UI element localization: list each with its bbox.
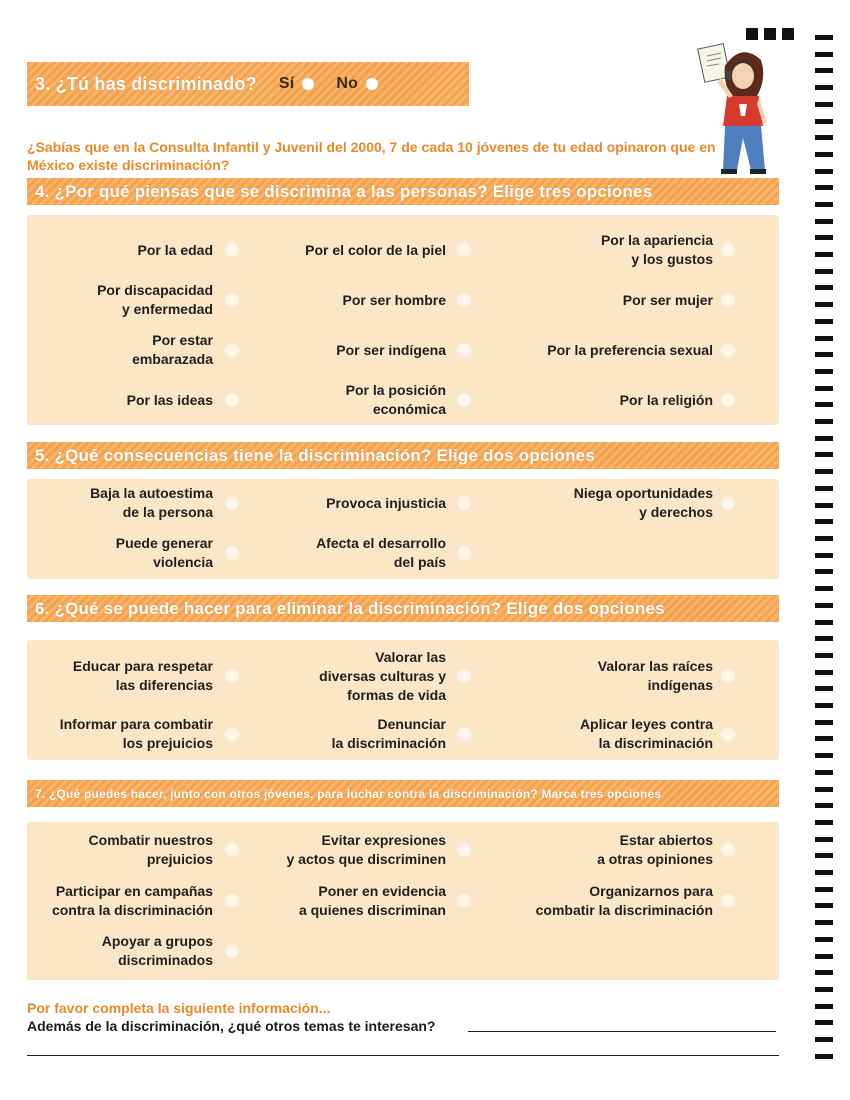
timing-mark (815, 686, 833, 691)
timing-mark (815, 553, 833, 558)
q7-option-label (102, 932, 213, 970)
q5-option-bubble[interactable] (224, 545, 240, 561)
q4-option-label (343, 291, 446, 310)
q6-option-text-line: Denunciar (377, 716, 446, 732)
q5-header (27, 442, 779, 469)
q7-option-bubble[interactable] (456, 893, 472, 909)
timing-mark (815, 887, 833, 892)
q6-option-text-line: formas de vida (347, 686, 446, 703)
q4-option-text-line: Por ser indígena (336, 341, 446, 358)
q4-option-bubble[interactable] (720, 292, 736, 308)
q6-option-text-line: la discriminación (598, 735, 713, 751)
q7-option-bubble[interactable] (456, 842, 472, 858)
q6-option-label (580, 715, 713, 753)
timing-mark (815, 1020, 833, 1025)
q4-option-label (132, 331, 213, 369)
timing-mark (815, 620, 833, 625)
q5-option-text-line: Afecta el desarrollo (316, 535, 446, 551)
q5-option-bubble[interactable] (456, 495, 472, 511)
q6-option-label (60, 715, 213, 753)
timing-mark (815, 636, 833, 641)
timing-mark (815, 202, 833, 207)
q4-option-bubble[interactable] (720, 392, 736, 408)
timing-mark (815, 736, 833, 741)
q4-option-bubble[interactable] (224, 242, 240, 258)
q6-option-text-line: Informar para combatir (59, 716, 213, 732)
q3-no-option[interactable] (336, 75, 378, 93)
q6-option-text-line: Educar para respetar (72, 658, 213, 674)
q4-option-text-line: Por la preferencia sexual (547, 341, 713, 358)
q7-option-text-line: prejuicios (146, 851, 213, 867)
timing-mark (815, 302, 833, 307)
q3-no-label: No (336, 75, 359, 92)
q5-option-label (116, 534, 213, 572)
timing-mark (815, 903, 833, 908)
q5-option-bubble[interactable] (720, 495, 736, 511)
timing-mark (815, 653, 833, 658)
q5-option-label (326, 494, 446, 513)
timing-mark (815, 352, 833, 357)
q7-header (27, 780, 779, 807)
timing-mark (815, 720, 833, 725)
info-text: ¿Sabías que en la Consulta Infantil y Juvenil del 2000, 7 de cada 10 jóvenes de tu edad opinaron que en México existe discriminación? (27, 139, 716, 173)
q4-option-label (620, 391, 713, 410)
q4-option-text-line: Por la religión (619, 391, 713, 408)
q6-option-text-line: diversas culturas y (319, 667, 446, 684)
q6-option-label (332, 715, 446, 753)
q4-option-label (623, 291, 713, 310)
q5-title: 5. ¿Qué consecuencias tiene la discriminación? Elige dos opciones (35, 445, 595, 465)
timing-mark (815, 369, 833, 374)
q4-option-bubble[interactable] (456, 292, 472, 308)
q5-option-bubble[interactable] (456, 545, 472, 561)
timing-mark (815, 703, 833, 708)
timing-mark (815, 987, 833, 992)
q6-option-bubble[interactable] (224, 726, 240, 742)
q4-title: 4. ¿Por qué piensas que se discrimina a las personas? Elige tres opciones (35, 181, 653, 201)
q7-option-text-line: Apoyar a grupos (101, 933, 213, 949)
q6-option-bubble[interactable] (456, 668, 472, 684)
q4-option-text-line: Por ser mujer (622, 291, 713, 308)
q7-option-text-line: Estar abiertos (619, 832, 713, 848)
q4-option-text-line: Por el color de la piel (305, 241, 446, 258)
timing-mark (815, 102, 833, 107)
q4-option-label (305, 241, 446, 260)
corner-mark (782, 28, 794, 40)
q6-option-text-line: indígenas (647, 677, 713, 693)
q7-option-bubble[interactable] (224, 943, 240, 959)
timing-mark (815, 970, 833, 975)
q4-option-label (601, 231, 713, 269)
q4-option-text-line: embarazada (132, 351, 213, 367)
q3-header (27, 62, 469, 106)
q4-option-bubble[interactable] (224, 342, 240, 358)
timing-mark (815, 452, 833, 457)
timing-mark (815, 35, 833, 40)
q4-option-label (127, 391, 213, 410)
q7-option-text-line: y actos que discriminen (286, 851, 446, 867)
timing-mark (815, 536, 833, 541)
timing-mark (815, 753, 833, 758)
timing-mark (815, 119, 833, 124)
q6-title: 6. ¿Qué se puede hacer para eliminar la discriminación? Elige dos opciones (35, 598, 665, 618)
timing-mark (815, 336, 833, 341)
timing-mark (815, 319, 833, 324)
timing-mark (815, 419, 833, 424)
timing-mark (815, 954, 833, 959)
q4-option-text-line: y enfermedad (121, 301, 213, 317)
timing-mark (815, 820, 833, 825)
q4-option-text-line: Por estar (152, 332, 213, 348)
timing-mark (815, 937, 833, 942)
q5-option-text-line: de la persona (122, 504, 213, 520)
q5-option-label (574, 484, 713, 522)
q7-title: 7. ¿Qué puedes hacer, junto con otros jóvenes, para luchar contra la discriminación? Marca tres opciones (35, 786, 662, 801)
interests-question: Además de la discriminación, ¿qué otros temas te interesan? (27, 1018, 436, 1034)
timing-mark (815, 920, 833, 925)
timing-mark (815, 68, 833, 73)
timing-mark (815, 1054, 833, 1059)
q4-option-text-line: Por la apariencia (600, 232, 713, 248)
q6-option-text-line: Valorar las (375, 648, 446, 665)
q3-yes-option[interactable] (279, 75, 315, 93)
q4-option-text-line: Por la edad (137, 241, 213, 258)
q7-option-text-line: contra la discriminación (51, 902, 213, 918)
q4-option-text-line: Por ser hombre (342, 291, 446, 308)
q5-option-bubble[interactable] (224, 495, 240, 511)
q7-option-bubble[interactable] (224, 893, 240, 909)
timing-mark (815, 185, 833, 190)
timing-mark (815, 837, 833, 842)
q4-option-label (138, 241, 213, 260)
q4-option-text-line: y los gustos (631, 251, 713, 267)
q5-option-text-line: Provoca injusticia (326, 494, 446, 511)
timing-mark (815, 402, 833, 407)
q5-option-text-line: Baja la autoestima (90, 485, 213, 501)
timing-mark (815, 85, 833, 90)
q3-title: 3. ¿Tú has discriminado? (35, 73, 257, 94)
q4-option-label (547, 341, 713, 360)
q4-option-bubble[interactable] (456, 242, 472, 258)
timing-mark (815, 803, 833, 808)
timing-mark (815, 469, 833, 474)
q4-option-bubble[interactable] (720, 242, 736, 258)
q4-option-text-line: Por discapacidad (97, 282, 213, 298)
timing-mark (815, 870, 833, 875)
complete-prompt: Por favor completa la siguiente información... (27, 1000, 331, 1016)
q3-yes-label: Sí (278, 75, 295, 92)
q7-option-text-line: discriminados (118, 952, 213, 968)
q6-option-text-line: Aplicar leyes contra (579, 716, 713, 732)
timing-mark (815, 586, 833, 591)
timing-mark (815, 52, 833, 57)
q4-option-bubble[interactable] (456, 392, 472, 408)
q5-option-text-line: y derechos (639, 504, 713, 520)
timing-mark (815, 787, 833, 792)
q7-option-bubble[interactable] (720, 842, 736, 858)
q6-option-text-line: los prejuicios (122, 735, 213, 751)
timing-mark (815, 503, 833, 508)
q5-option-text-line: Niega oportunidades (573, 485, 713, 501)
q4-option-label (97, 281, 213, 319)
q4-option-bubble[interactable] (720, 342, 736, 358)
q4-option-bubble[interactable] (224, 292, 240, 308)
q5-option-text-line: Puede generar (115, 535, 213, 551)
q6-option-label (598, 657, 713, 695)
q7-option-label (52, 882, 213, 920)
timing-mark (815, 1037, 833, 1042)
timing-mark (815, 285, 833, 290)
timing-mark (815, 386, 833, 391)
q4-option-bubble[interactable] (224, 392, 240, 408)
q6-header (27, 595, 779, 622)
q4-option-label (336, 341, 446, 360)
q7-option-bubble[interactable] (720, 893, 736, 909)
timing-mark (815, 219, 833, 224)
q7-option-text-line: Participar en campañas (55, 883, 213, 899)
q6-option-label (319, 648, 446, 705)
timing-mark (815, 152, 833, 157)
timing-mark (815, 235, 833, 240)
q6-option-bubble[interactable] (456, 726, 472, 742)
q5-option-label (316, 534, 446, 572)
q7-option-label (89, 831, 213, 869)
q5-option-text-line: del país (393, 554, 446, 570)
timing-mark (815, 486, 833, 491)
timing-mark (815, 135, 833, 140)
interests-answer-line-1[interactable] (468, 1031, 776, 1032)
q5-option-label (90, 484, 213, 522)
q3-no-bubble[interactable] (366, 78, 378, 90)
timing-mark (815, 670, 833, 675)
q7-option-label (536, 882, 713, 920)
q7-option-text-line: a otras opiniones (597, 851, 713, 867)
q6-option-text-line: Valorar las raíces (597, 658, 713, 674)
q3-yes-bubble[interactable] (302, 78, 314, 90)
timing-mark (815, 436, 833, 441)
timing-mark (815, 853, 833, 858)
q4-option-text-line: Por la posición (345, 382, 446, 398)
q4-option-label (346, 381, 446, 419)
timing-mark (815, 169, 833, 174)
q7-option-text-line: Evitar expresiones (321, 832, 446, 848)
q6-option-label (73, 657, 213, 695)
timing-mark (815, 603, 833, 608)
interests-answer-line-2[interactable] (27, 1055, 779, 1056)
timing-mark (815, 252, 833, 257)
q4-option-text-line: económica (372, 401, 446, 417)
q6-option-text-line: las diferencias (115, 677, 213, 693)
timing-mark (815, 770, 833, 775)
q7-option-bubble[interactable] (224, 842, 240, 858)
q7-option-text-line: Organizarnos para (589, 883, 713, 899)
q4-option-bubble[interactable] (456, 342, 472, 358)
timing-mark (815, 1004, 833, 1009)
timing-mark (815, 269, 833, 274)
q7-option-text-line: combatir la discriminación (535, 902, 713, 918)
q4-option-text-line: Por las ideas (126, 391, 213, 408)
q7-option-text-line: Poner en evidencia (318, 883, 446, 899)
q7-option-label (287, 831, 447, 869)
q7-option-label (299, 882, 446, 920)
q4-header (27, 178, 779, 205)
q6-option-bubble[interactable] (720, 726, 736, 742)
q6-option-text-line: la discriminación (331, 735, 446, 751)
q7-option-text-line: a quienes discriminan (298, 902, 446, 918)
q5-option-text-line: violencia (153, 554, 213, 570)
timing-mark (815, 519, 833, 524)
q7-option-text-line: Combatir nuestros (88, 832, 213, 848)
q7-option-label (597, 831, 713, 869)
q6-option-bubble[interactable] (720, 668, 736, 684)
q6-option-bubble[interactable] (224, 668, 240, 684)
timing-mark (815, 569, 833, 574)
